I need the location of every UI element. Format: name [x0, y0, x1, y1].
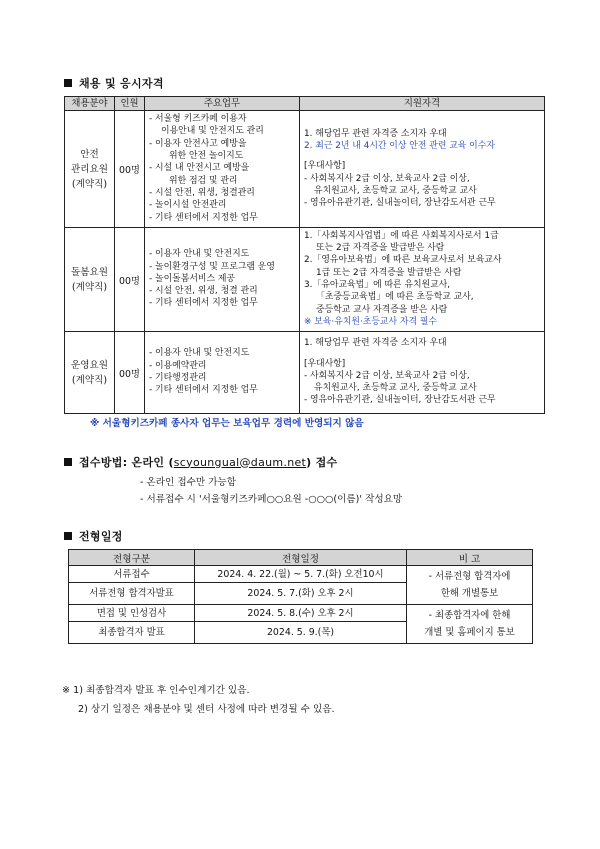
recruitment-table — [64, 96, 545, 414]
field-line: 관리요원 — [70, 163, 109, 175]
field-cell — [65, 228, 115, 332]
section-title-application — [64, 454, 337, 470]
qual-line: 3.「유아교육법」에 따른 유치원교사, — [304, 280, 451, 290]
qualification-cell — [300, 332, 545, 414]
qual-line: 「초중등교육법」에 따른 초등학교 교사, — [316, 292, 474, 303]
qual-line: 중등학교 교사 자격증을 받은 사람 — [316, 304, 448, 315]
footnote-line: ※ 1) 최종합격자 발표 후 인수인계기간 있음. — [62, 685, 250, 696]
duty-line: 위한 안전 놀이지도 — [169, 151, 244, 162]
application-line: - 서류접수 시 '서울형키즈카페○○요원 -○○○(이름)' 작성요망 — [140, 494, 403, 505]
field-line: 돌봄요원 — [70, 266, 109, 278]
section-title-recruitment — [64, 75, 164, 91]
field-line: (계약직) — [71, 374, 108, 386]
duty-line: - 이용자 안내 및 안전지도 — [149, 249, 250, 260]
duty-line: - 시설 안전, 위생, 청결관리 — [149, 187, 255, 198]
duty-line: 위한 점검 및 관리 — [169, 175, 238, 186]
qual-line: - 사회복지사 2급 이상, 보육교사 2급 이상, — [304, 173, 470, 184]
application-line: - 온라인 접수만 가능함 — [140, 477, 237, 488]
qual-line-highlight: ※ 보육·유치원·초등교사 자격 필수 — [304, 316, 437, 327]
qual-line: 1.「사회복지사업법」에 따른 사회복지사로서 1급 — [304, 230, 499, 241]
table-row — [69, 566, 533, 583]
date-cell: 2024. 5. 8.(수) 오후 2시 — [195, 605, 407, 622]
stage-cell: 서류전형 합격자발표 — [69, 583, 195, 605]
square-bullet-icon — [64, 79, 72, 87]
remark-line: - 서류전형 합격자에 — [428, 571, 511, 582]
duty-line: - 기타 센터에서 지정한 업무 — [149, 212, 258, 223]
application-suffix: ) 접수 — [306, 456, 338, 469]
table-row — [69, 605, 533, 622]
duty-line: - 기타행정관리 — [149, 373, 207, 383]
qual-line: 2.「영유아보육법」에 따른 보육교사로서 보육교사 — [304, 255, 502, 266]
application-prefix: 접수방법: 온라인 ( — [79, 456, 174, 469]
qual-line: 1급 또는 2급 자격증을 발급받은 사람 — [316, 267, 462, 278]
section-title-text: 채용 및 응시자격 — [79, 77, 164, 90]
application-email: scyoungual@daum.net — [173, 455, 307, 469]
field-line: (계약직) — [71, 178, 108, 190]
table-header-row — [65, 97, 545, 111]
stage-cell: 면접 및 인성검사 — [69, 605, 195, 622]
qual-line: 1. 해당업무 관련 자격증 소지자 우대 — [304, 128, 447, 139]
field-line: 안전 — [80, 148, 99, 160]
duties-cell — [145, 111, 300, 228]
remark-cell — [407, 605, 533, 644]
recruitment-note: ※ 서울형키즈카페 종사자 업무는 보육업무 경력에 반영되지 않음 — [90, 418, 364, 429]
square-bullet-icon — [64, 458, 72, 466]
duty-line: - 놀이시설 안전관리 — [149, 200, 227, 211]
qual-line: - 사회복지사 2급 이상, 보육교사 2급 이상, — [304, 370, 470, 381]
qual-line: [우대사항] — [304, 358, 346, 369]
table-row-operations — [65, 332, 545, 414]
qual-line: - 영유아유관기관, 실내놀이터, 장난감도서관 근무 — [304, 198, 496, 209]
duty-line: - 서울형 키즈카페 이용자 — [149, 114, 247, 125]
table-row-safety — [65, 111, 545, 228]
qualification-cell — [300, 228, 545, 332]
field-cell — [65, 332, 115, 414]
square-bullet-icon — [64, 532, 72, 540]
duty-line: - 놀이환경구성 및 프로그램 운영 — [149, 261, 275, 272]
duty-line: - 시설 내 안전시고 예방을 — [149, 163, 250, 174]
qual-line: 유치원교사, 초등학교 교사, 중등학교 교사 — [314, 185, 477, 196]
schedule-table — [68, 549, 533, 644]
remark-line: - 최종합격자에 한해 — [428, 610, 511, 621]
section-title-schedule — [64, 528, 123, 544]
duty-line: 이용안내 및 안전지도 관리 — [161, 126, 264, 137]
qual-line: 또는 2급 자격증을 발급받은 사람 — [316, 243, 445, 254]
duty-line: - 이용자 안내 및 안전지도 — [149, 348, 250, 359]
date-cell: 2024. 5. 7.(화) 오후 2시 — [195, 583, 407, 605]
table-row-care — [65, 228, 545, 332]
duty-line: - 시설 안전, 위생, 청결 관리 — [149, 286, 258, 297]
duties-cell — [145, 332, 300, 414]
duty-line: - 기타 센터에서 지정한 업무 — [149, 298, 258, 309]
header-duties: 주요업무 — [145, 97, 300, 111]
remark-cell — [407, 566, 533, 605]
field-line: (계약직) — [71, 281, 108, 293]
duties-cell — [145, 228, 300, 332]
qual-line: 유치원교사, 초등학교 교사, 중등학교 교사 — [314, 383, 477, 394]
field-line: 운영요원 — [70, 359, 109, 371]
date-cell: 2024. 5. 9.(목) — [195, 622, 407, 644]
header-remark: 비 고 — [407, 550, 533, 566]
footnotes — [62, 681, 335, 719]
footnote-line: 2) 상기 일정은 채용분야 및 센터 사정에 따라 변경될 수 있음. — [78, 704, 335, 715]
duty-line: - 놀이돌봄서비스 제공 — [149, 273, 236, 284]
duty-line: - 기타 센터에서 지정한 업무 — [149, 385, 258, 396]
schedule-header-row — [69, 550, 533, 566]
count-cell: 00명 — [115, 111, 145, 228]
duty-line: - 이용자 안전사고 예방을 — [149, 138, 247, 149]
duty-line: - 이용예약관리 — [149, 360, 207, 371]
header-stage: 전형구분 — [69, 550, 195, 566]
stage-cell: 서류접수 — [69, 566, 195, 583]
stage-cell: 최종합격자 발표 — [69, 622, 195, 644]
qual-line: - 영유아유관기관, 실내놀이터, 장난감도서관 근무 — [304, 395, 496, 406]
count-cell: 00명 — [115, 332, 145, 414]
count-cell: 00명 — [115, 228, 145, 332]
remark-line: 한해 개별통보 — [440, 588, 499, 599]
field-cell — [65, 111, 115, 228]
date-cell: 2024. 4. 22.(월) ~ 5. 7.(화) 오전10시 — [195, 566, 407, 583]
section-title-text: 전형일정 — [79, 530, 123, 543]
qual-line: [우대사항] — [304, 161, 346, 172]
qual-line: 1. 해당업무 관련 자격증 소지자 우대 — [304, 338, 447, 349]
qualification-cell — [300, 111, 545, 228]
qual-line-highlight: 2. 최근 2년 내 4시간 이상 안전 관련 교육 이수자 — [304, 140, 495, 151]
header-date: 전형일정 — [195, 550, 407, 566]
header-count: 인원 — [115, 97, 145, 111]
header-field: 채용분야 — [65, 97, 115, 111]
remark-line: 개별 및 홈페이지 통보 — [424, 627, 515, 638]
header-qualification: 지원자격 — [300, 97, 545, 111]
